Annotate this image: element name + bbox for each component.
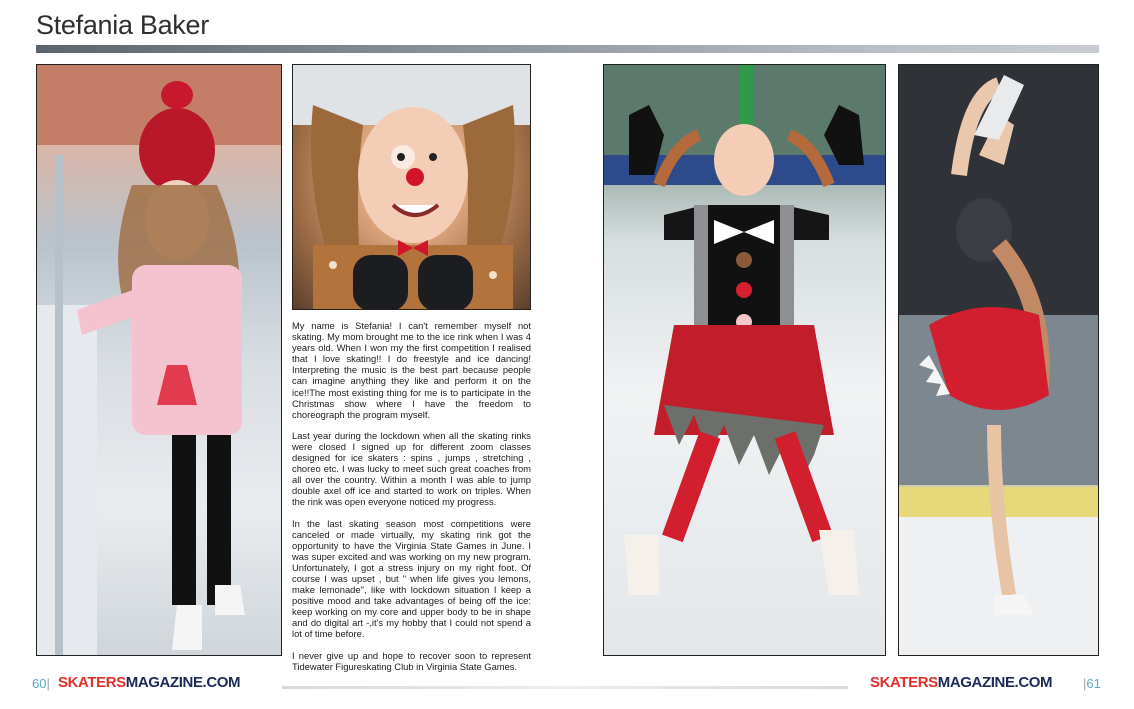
footer-rule: [282, 686, 848, 689]
brand-part-skaters: SKATERS: [58, 674, 126, 691]
article-paragraph: My name is Stefania! I can't remember myself not skating. My mom brought me to the ice rink when I was 4 years old. When I won my the first competition I realised that I love skating!! I do freestyle and ice dancing! Interpreting the music is the best part because people can imagine anything they like and perform it on the ice!!The most existing thing for me is to participate in the Christmas show where I have the freedom to choreograph the program myself.: [292, 320, 531, 420]
brand-logo-left: [58, 674, 240, 691]
photo-skater-clown-costume: [603, 64, 886, 656]
page-number-left-value: 60: [32, 676, 47, 691]
page-number-separator: |: [1083, 676, 1087, 691]
page-number-left: [32, 676, 50, 691]
page-number-right-value: 61: [1086, 676, 1101, 691]
title-rule: [36, 45, 1099, 53]
brand-logo-right: [870, 674, 1052, 691]
article-paragraph: Last year during the lockdown when all the skating rinks were closed I signed up for different zoom classes designed for ice skaters : spins , jumps , stretching , choreo etc. I was lucky to meet such great coaches from all over the country. Within a month I was able to jump double axel off ice and started to work on triples. When the rink was open everyone noticed my progress.: [292, 429, 531, 508]
brand-part-skaters: SKATERS: [870, 674, 938, 691]
page-title: Stefania Baker: [36, 10, 209, 40]
article-body: [292, 320, 531, 682]
photo-skater-reindeer-face-illustration: [293, 65, 531, 310]
brand-part-magazine: MAGAZINE.COM: [937, 674, 1053, 691]
photo-skater-clown-costume-illustration: [604, 65, 886, 656]
photo-skater-red-dress-spin: [898, 64, 1099, 656]
photo-skater-red-hat-illustration: [37, 65, 282, 656]
article-paragraph: I never give up and hope to recover soon to represent Tidewater Figureskating Club in Virginia State Games.: [292, 649, 531, 672]
article-paragraph: In the last skating season most competitions were canceled or made virtually, my skating rink got the opportunity to have the Virginia State Games in June. I was super excited and was working on my new program. Unfortunately, I got a stress injury on my right foot. Of course I was upset , but " when life gives you lemons, make lemonade", like with lockdown situation I keep a positive mood and take advantages of being off the ice: keep working on my core and upper body to be in shape and do digital art -,it's my hobby that I could not spend a lot of time before.: [292, 517, 531, 640]
page-number-right: [1083, 676, 1101, 691]
photo-skater-red-dress-spin-illustration: [899, 65, 1099, 656]
brand-part-magazine: MAGAZINE.COM: [125, 674, 241, 691]
photo-skater-reindeer-face: [292, 64, 531, 310]
photo-skater-red-hat: [36, 64, 282, 656]
page-number-separator: |: [46, 676, 50, 691]
